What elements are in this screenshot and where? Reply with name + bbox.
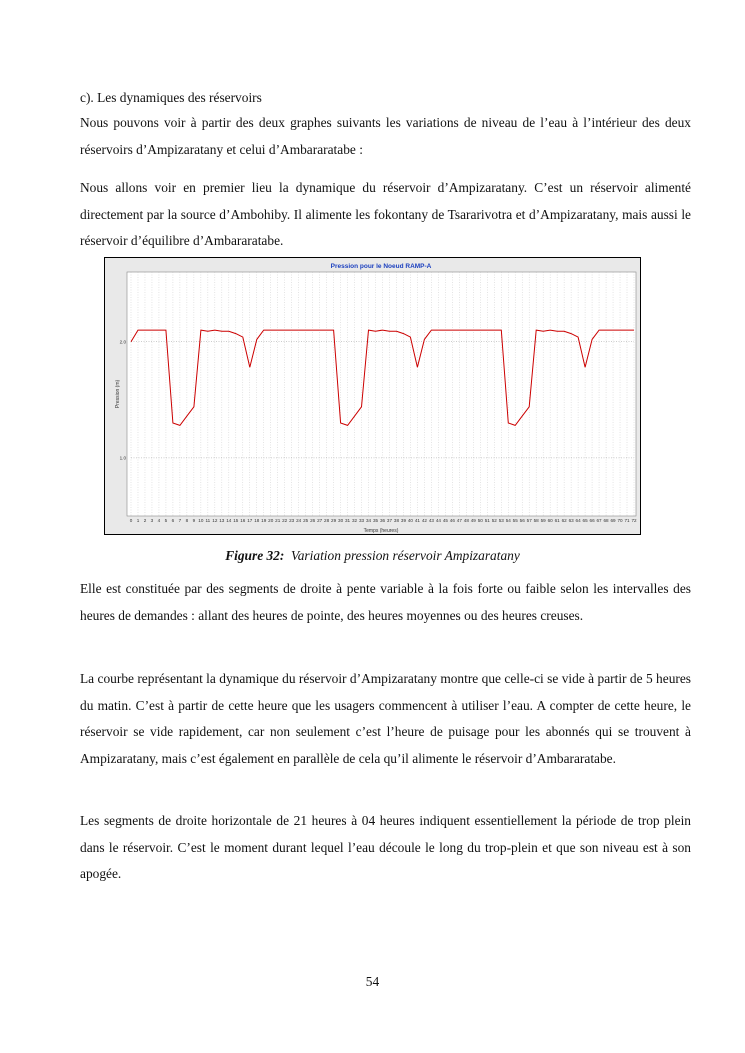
- x-tick-label: 35: [372, 518, 379, 523]
- section-heading: c). Les dynamiques des réservoirs: [80, 90, 262, 105]
- paragraph-intro: Nous pouvons voir à partir des deux graphes suivants les variations de niveau de l’eau à l’intérieur des deux réservoirs d’Ampizaratany et celui d’Ambararatabe :: [80, 115, 691, 157]
- x-tick-label: 40: [407, 518, 414, 523]
- x-tick-label: 66: [589, 518, 595, 523]
- x-tick-label: 49: [470, 518, 476, 523]
- x-tick-label: 26: [310, 518, 316, 523]
- x-tick-label: 4: [157, 518, 161, 523]
- x-tick-label: 52: [491, 518, 497, 523]
- x-tick-label: 15: [233, 518, 239, 523]
- x-tick-label: 53: [498, 518, 504, 523]
- x-tick-label: 70: [617, 518, 623, 523]
- y-tick-label: 2.0: [119, 339, 126, 345]
- y-tick-label: 1.0: [119, 455, 126, 461]
- x-tick-label: 29: [331, 518, 337, 523]
- x-tick-label: 37: [386, 518, 393, 523]
- y-axis-label: Pression (m): [115, 379, 121, 409]
- x-tick-label: 1: [136, 518, 140, 523]
- x-tick-label: 28: [324, 518, 330, 523]
- x-tick-label: 54: [505, 518, 511, 523]
- paragraph-segments: Elle est constituée par des segments de droite à pente variable à la fois forte ou faible selon les intervalles des heures de demandes : allant des heures de pointe, des heures moyennes ou des heures creuses.: [80, 581, 691, 623]
- x-tick-label: 60: [547, 518, 553, 523]
- x-tick-label: 43: [428, 518, 434, 523]
- page-number: 54: [365, 974, 380, 989]
- x-tick-label: 6: [171, 518, 175, 523]
- x-tick-label: 22: [282, 518, 288, 523]
- paragraph-reservoir-description: Nous allons voir en premier lieu la dynamique du réservoir d’Ampizaratany. C’est un réservoir alimenté directement par la source d’Ambohiby. Il alimente les fokontany de Tsararivotra et d’Ampizaratany, mais aussi le réservoir d’équilibre d’Ambararatabe.: [80, 180, 691, 248]
- x-tick-label: 38: [393, 518, 400, 523]
- x-tick-label: 21: [275, 518, 281, 523]
- x-tick-label: 33: [358, 518, 365, 523]
- x-tick-label: 9: [192, 518, 196, 523]
- x-tick-label: 45: [442, 518, 448, 523]
- figure-label: Figure 32:: [225, 548, 285, 563]
- x-tick-label: 58: [533, 518, 539, 523]
- x-tick-label: 7: [178, 518, 182, 523]
- x-tick-label: 63: [568, 518, 574, 523]
- x-tick-label: 31: [345, 518, 351, 523]
- figure-caption-text: Variation pression réservoir Ampizaratany: [291, 548, 520, 563]
- x-tick-label: 39: [400, 518, 407, 523]
- figure-caption: [0, 546, 745, 566]
- x-tick-label: 72: [631, 518, 637, 523]
- x-tick-label: 20: [268, 518, 274, 523]
- x-tick-label: 34: [365, 518, 372, 523]
- x-tick-label: 46: [449, 518, 455, 523]
- pressure-chart: [105, 258, 642, 536]
- paragraph-overflow: Les segments de droite horizontale de 21 heures à 04 heures indiquent essentiellement la période de trop plein dans le réservoir. C’est le moment durant lequel l’eau découle le long du trop-plein et que son niveau est à son apogée.: [80, 813, 691, 881]
- x-axis-label: Temps (heures): [363, 528, 399, 534]
- x-tick-label: 18: [254, 518, 260, 523]
- x-tick-label: 59: [540, 518, 546, 523]
- x-tick-label: 64: [575, 518, 581, 523]
- x-tick-label: 69: [610, 518, 616, 523]
- x-tick-label: 25: [303, 518, 309, 523]
- x-tick-label: 17: [247, 518, 253, 523]
- x-tick-label: 42: [421, 518, 427, 523]
- x-tick-label: 65: [582, 518, 588, 523]
- x-tick-label: 36: [379, 518, 386, 523]
- x-tick-label: 71: [624, 518, 630, 523]
- x-tick-label: 57: [526, 518, 532, 523]
- paragraph-curve-analysis: La courbe représentant la dynamique du réservoir d’Ampizaratany montre que celle-ci se vide à partir de 5 heures du matin. C’est à partir de cette heure que les usagers commencent à utiliser l’eau. A compter de cette heure, le réservoir se vide rapidement, car non seulement c’est l’heure de puisage pour les abonnés qui se trouvent à Ampizaratany, mais c’est également en parallèle de cela qu’il alimente le réservoir d’Ambararatabe.: [80, 671, 691, 766]
- x-tick-label: 48: [463, 518, 469, 523]
- x-tick-label: 30: [338, 518, 344, 523]
- x-tick-label: 47: [456, 518, 462, 523]
- x-tick-label: 5: [164, 518, 168, 523]
- x-tick-label: 14: [226, 518, 232, 523]
- x-tick-label: 44: [435, 518, 441, 523]
- x-tick-label: 61: [554, 518, 560, 523]
- x-tick-label: 41: [414, 518, 420, 523]
- x-tick-label: 19: [261, 518, 267, 523]
- x-tick-label: 16: [240, 518, 246, 523]
- figure-chart: [104, 257, 641, 535]
- x-tick-label: 55: [512, 518, 518, 523]
- x-tick-label: 67: [596, 518, 602, 523]
- x-tick-label: 12: [212, 518, 218, 523]
- x-tick-label: 23: [289, 518, 295, 523]
- x-tick-label: 50: [477, 518, 483, 523]
- x-tick-label: 8: [185, 518, 189, 523]
- x-tick-label: 32: [351, 518, 358, 523]
- chart-title: Pression pour le Noeud RAMP-A: [330, 263, 432, 270]
- x-tick-label: 56: [519, 518, 525, 523]
- x-tick-label: 10: [198, 518, 204, 523]
- x-tick-label: 62: [561, 518, 567, 523]
- plot-area: [127, 272, 636, 516]
- x-tick-label: 68: [603, 518, 609, 523]
- x-tick-label: 27: [317, 518, 323, 523]
- x-tick-label: 3: [150, 518, 154, 523]
- x-tick-label: 13: [219, 518, 225, 523]
- x-tick-label: 2: [143, 518, 147, 523]
- x-tick-label: 24: [296, 518, 302, 523]
- x-tick-label: 0: [129, 518, 133, 523]
- x-tick-label: 51: [484, 518, 490, 523]
- x-tick-label: 11: [205, 518, 211, 523]
